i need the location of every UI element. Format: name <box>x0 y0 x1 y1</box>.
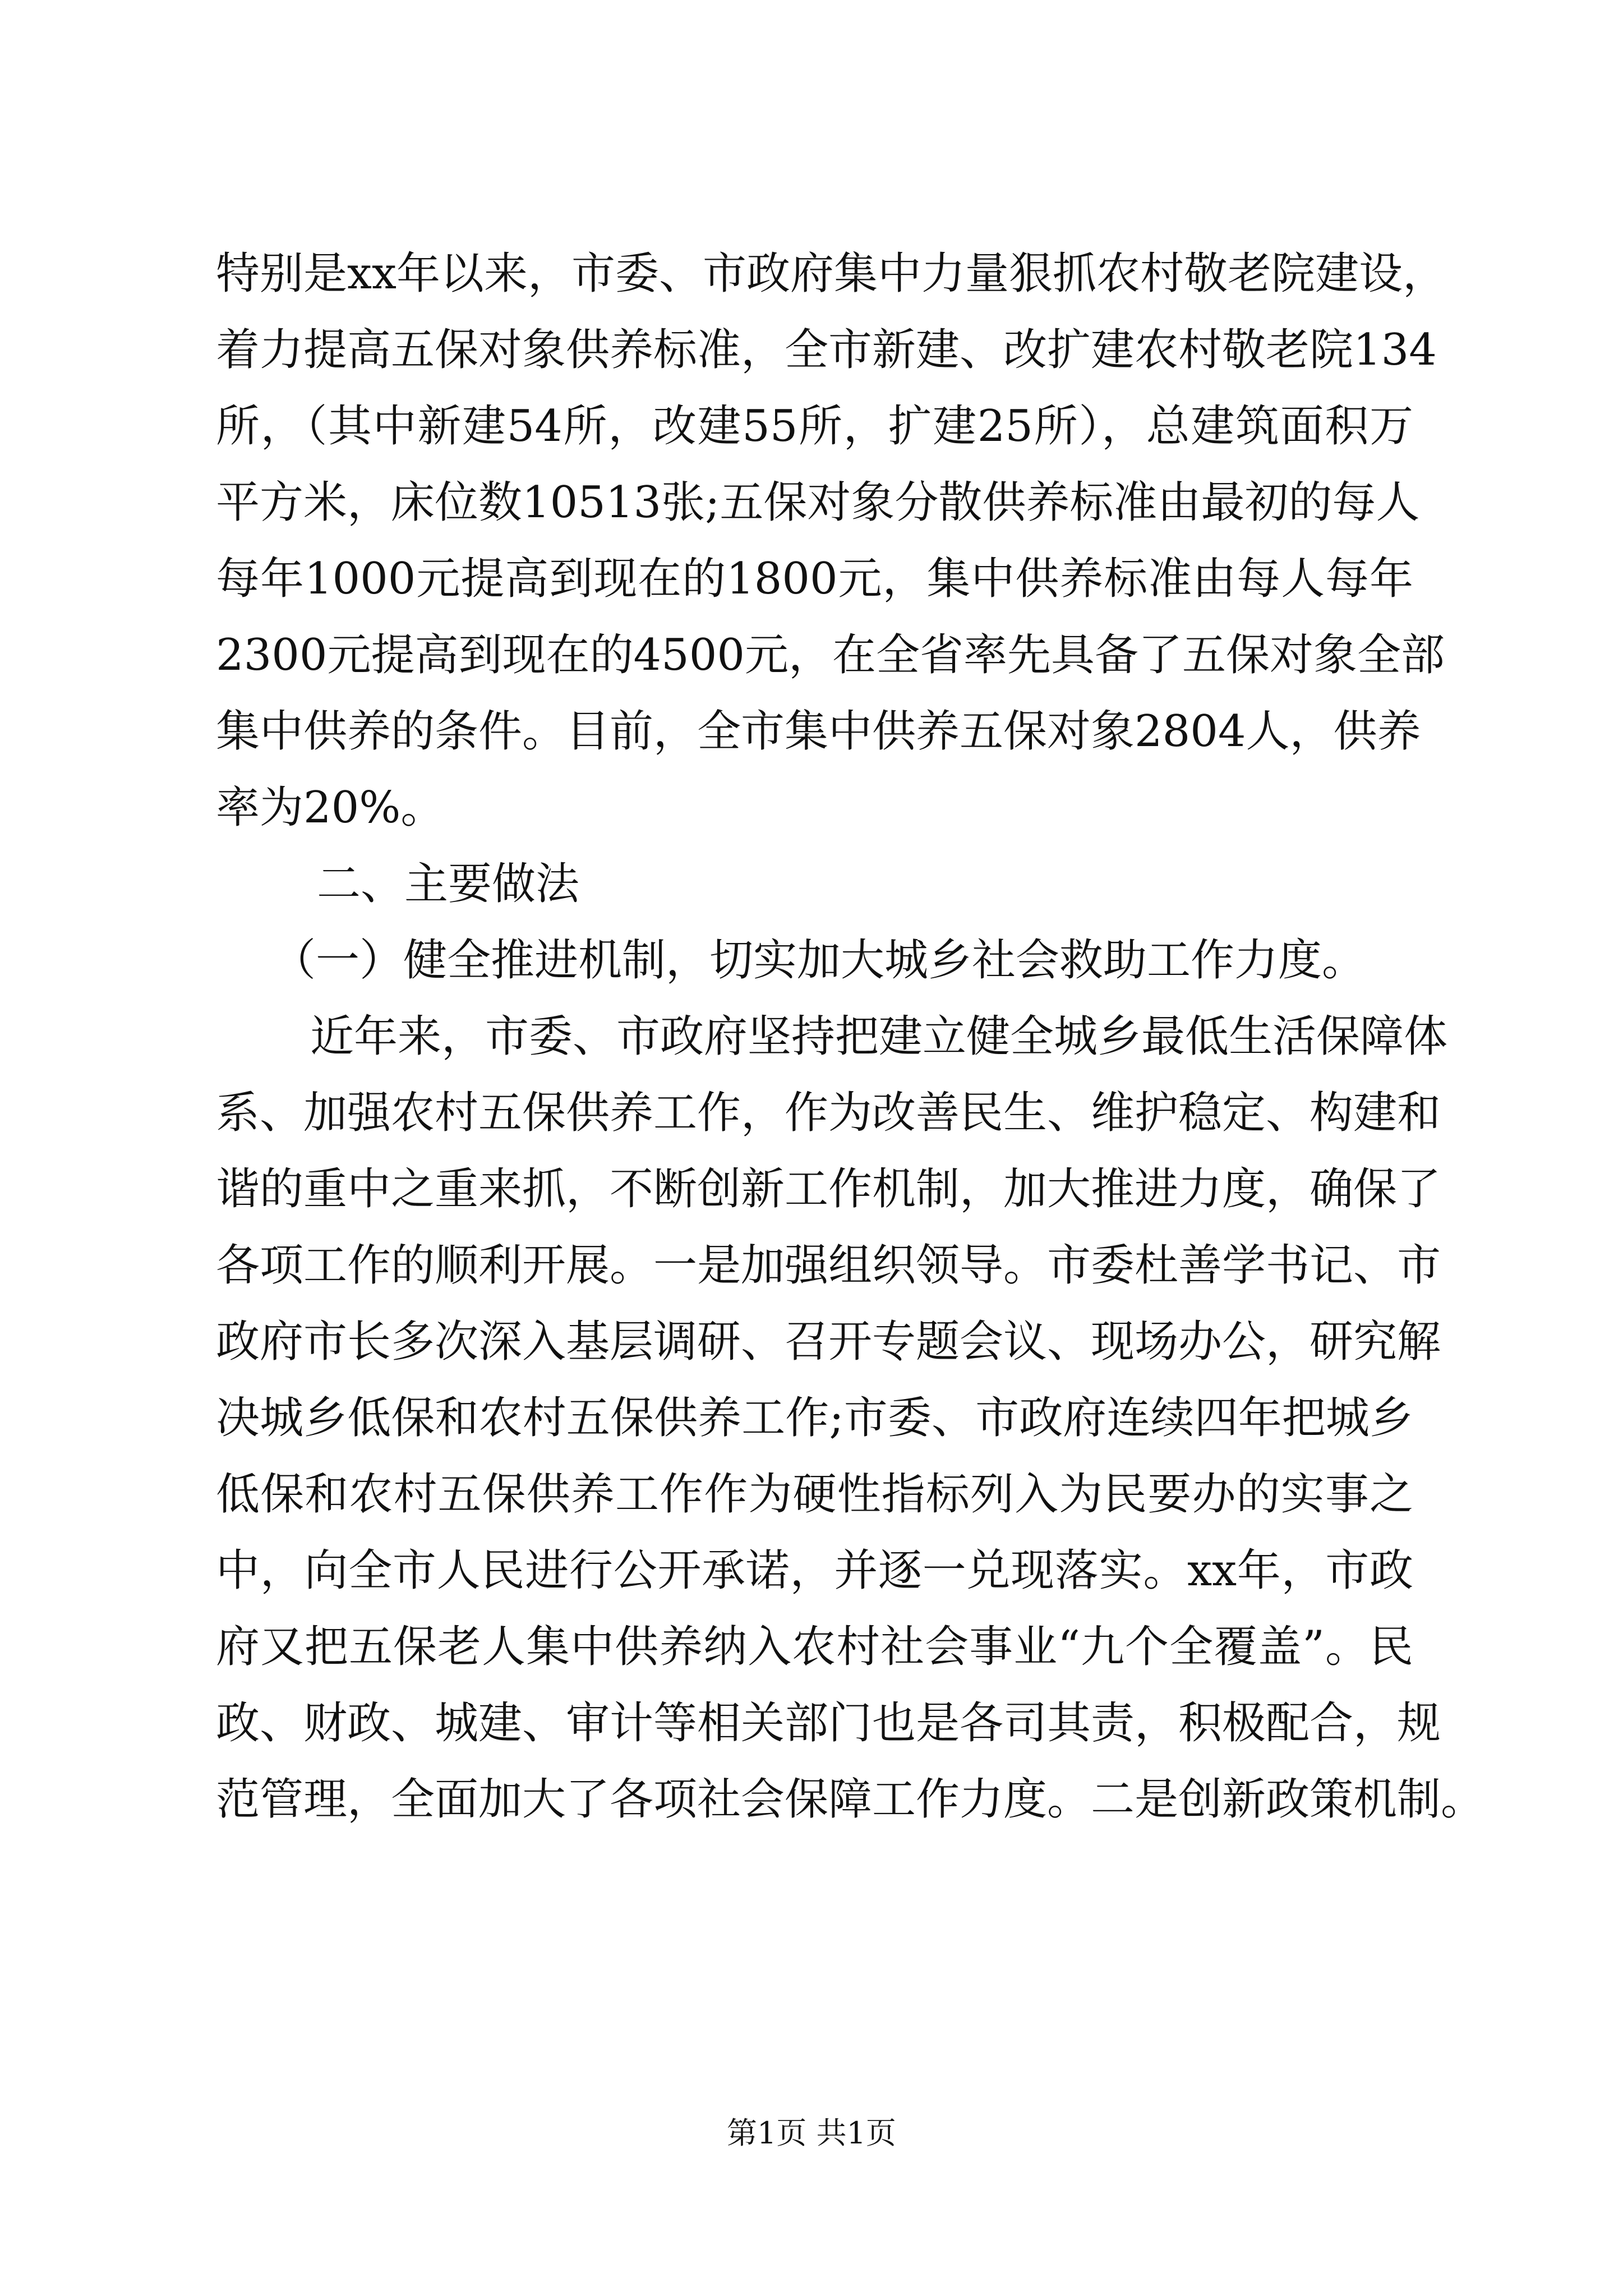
text-line: 系、加强农村五保供养工作，作为改善民生、维护稳定、构建和 <box>216 1088 1441 1138</box>
text-line: 政、财政、城建、审计等相关部门也是各司其责，积极配合，规 <box>216 1698 1441 1749</box>
text-line: 低保和农村五保供养工作作为硬性指标列入为民要办的实事之 <box>216 1469 1413 1520</box>
text-line: 中，向全市人民进行公开承诺，并逐一兑现落实。xx年，市政 <box>216 1545 1413 1596</box>
text-line: 近年来，市委、市政府坚持把建立健全城乡最低生活保障体 <box>310 1011 1448 1062</box>
document-body <box>216 236 1485 1838</box>
text-line: 各项工作的顺利开展。一是加强组织领导。市委杜善学书记、市 <box>216 1240 1441 1291</box>
subsection-heading: （一）健全推进机制，切实加大城乡社会救助工作力度。 <box>272 935 1366 986</box>
text-line: 平方米，床位数10513张;五保对象分散供养标准由最初的每人 <box>216 477 1420 528</box>
text-line: 谐的重中之重来抓，不断创新工作机制，加大推进力度，确保了 <box>216 1164 1441 1214</box>
text-line: 着力提高五保对象供养标准，全市新建、改扩建农村敬老院134 <box>216 325 1437 375</box>
text-line: 特别是xx年以来，市委、市政府集中力量狠抓农村敬老院建设， <box>216 249 1446 299</box>
text-line: 所，（其中新建54所，改建55所，扩建25所），总建筑面积万 <box>216 401 1413 452</box>
text-line: 政府市长多次深入基层调研、召开专题会议、现场办公，研究解 <box>216 1317 1441 1367</box>
text-line: 决城乡低保和农村五保供养工作;市委、市政府连续四年把城乡 <box>216 1393 1413 1443</box>
text-line: 每年1000元提高到现在的1800元，集中供养标准由每人每年 <box>216 554 1413 604</box>
text-line: 2300元提高到现在的4500元，在全省率先具备了五保对象全部 <box>216 630 1445 680</box>
text-line: 范管理，全面加大了各项社会保障工作力度。二是创新政策机制。 <box>216 1774 1485 1825</box>
text-line: 率为20%。 <box>216 783 445 833</box>
section-heading: 二、主要做法 <box>317 859 580 909</box>
text-line: 府又把五保老人集中供养纳入农村社会事业“九个全覆盖”。民 <box>216 1622 1413 1672</box>
text-line: 集中供养的条件。目前，全市集中供养五保对象2804人，供养 <box>216 706 1421 757</box>
page-footer: 第1页 共1页 <box>727 2115 896 2151</box>
